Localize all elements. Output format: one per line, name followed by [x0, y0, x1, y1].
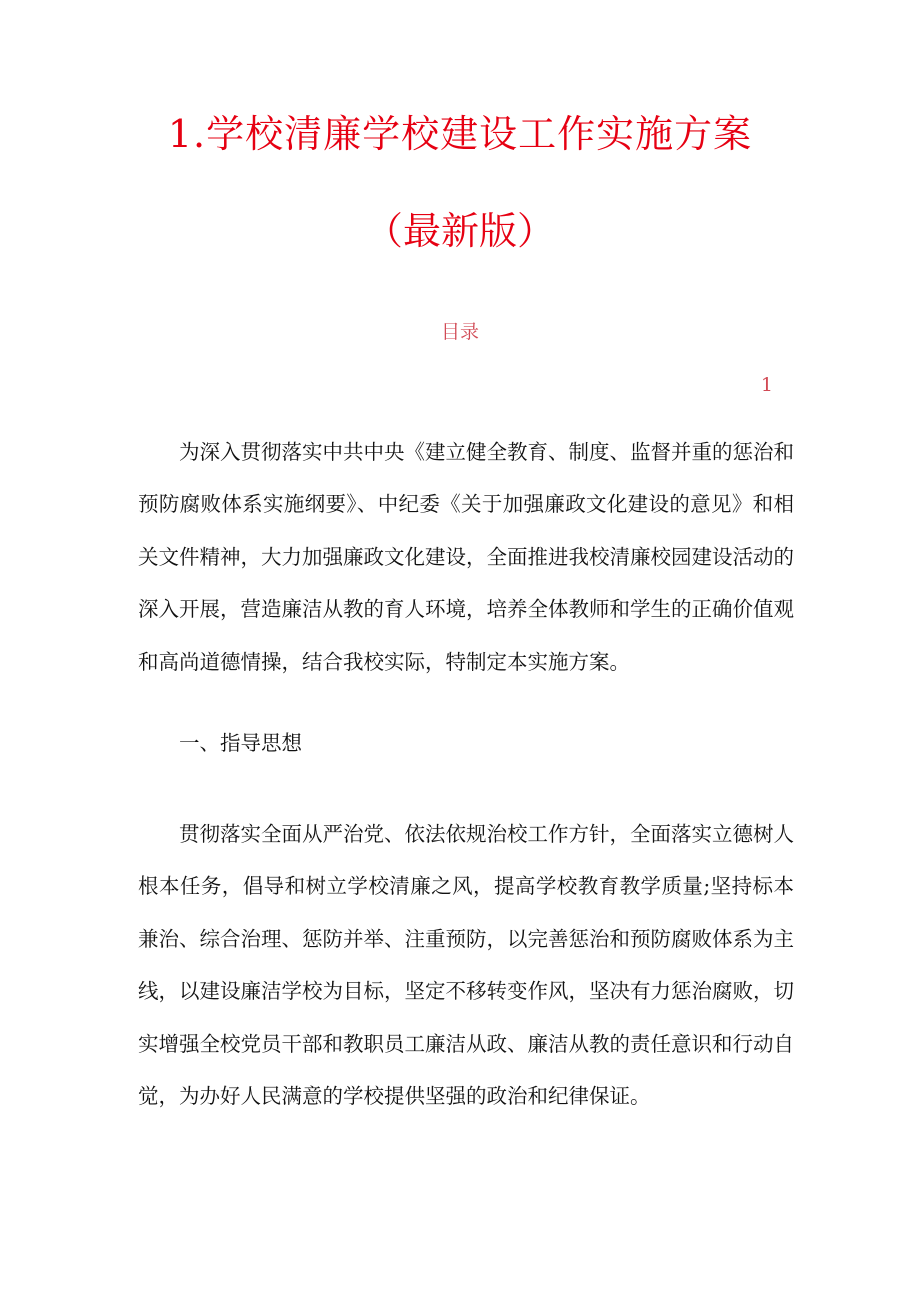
- toc-entry-page-number[interactable]: 1: [760, 374, 773, 396]
- toc-heading: 目录: [440, 321, 479, 343]
- intro-paragraph: 为深入贯彻落实中共中央《建立健全教育、制度、监督并重的惩治和预防腐败体系实施纲要》、中纪委《关于加强廉政文化建设的意见》和相关文件精神，大力加强廉政文化建设，全面推进我校清廉校园建设活动的深入开展，营造廉洁从教的育人环境，培养全体教师和学生的正确价值观和高尚道德情操，结合我校实际，特制定本实施方案。: [138, 440, 794, 674]
- document-title: 1.学校清廉学校建设工作实施方案: [167, 112, 753, 156]
- section-paragraph-guiding-ideology: 贯彻落实全面从严治党、依法依规治校工作方针，全面落实立德树人根本任务，倡导和树立学校清廉之风，提高学校教育教学质量;坚持标本兼治、综合治理、惩防并举、注重预防，以完善惩治和预防腐败体系为主线，以建设廉洁学校为目标，坚定不移转变作风，坚决有力惩治腐败，切实增强全校党员干部和教职员工廉洁从政、廉洁从教的责任意识和行动自觉，为办好人民满意的学校提供坚强的政治和纪律保证。: [138, 822, 794, 1109]
- section-heading-guiding-ideology: 一、指导思想: [179, 731, 302, 755]
- document-subtitle: （最新版）: [364, 209, 555, 253]
